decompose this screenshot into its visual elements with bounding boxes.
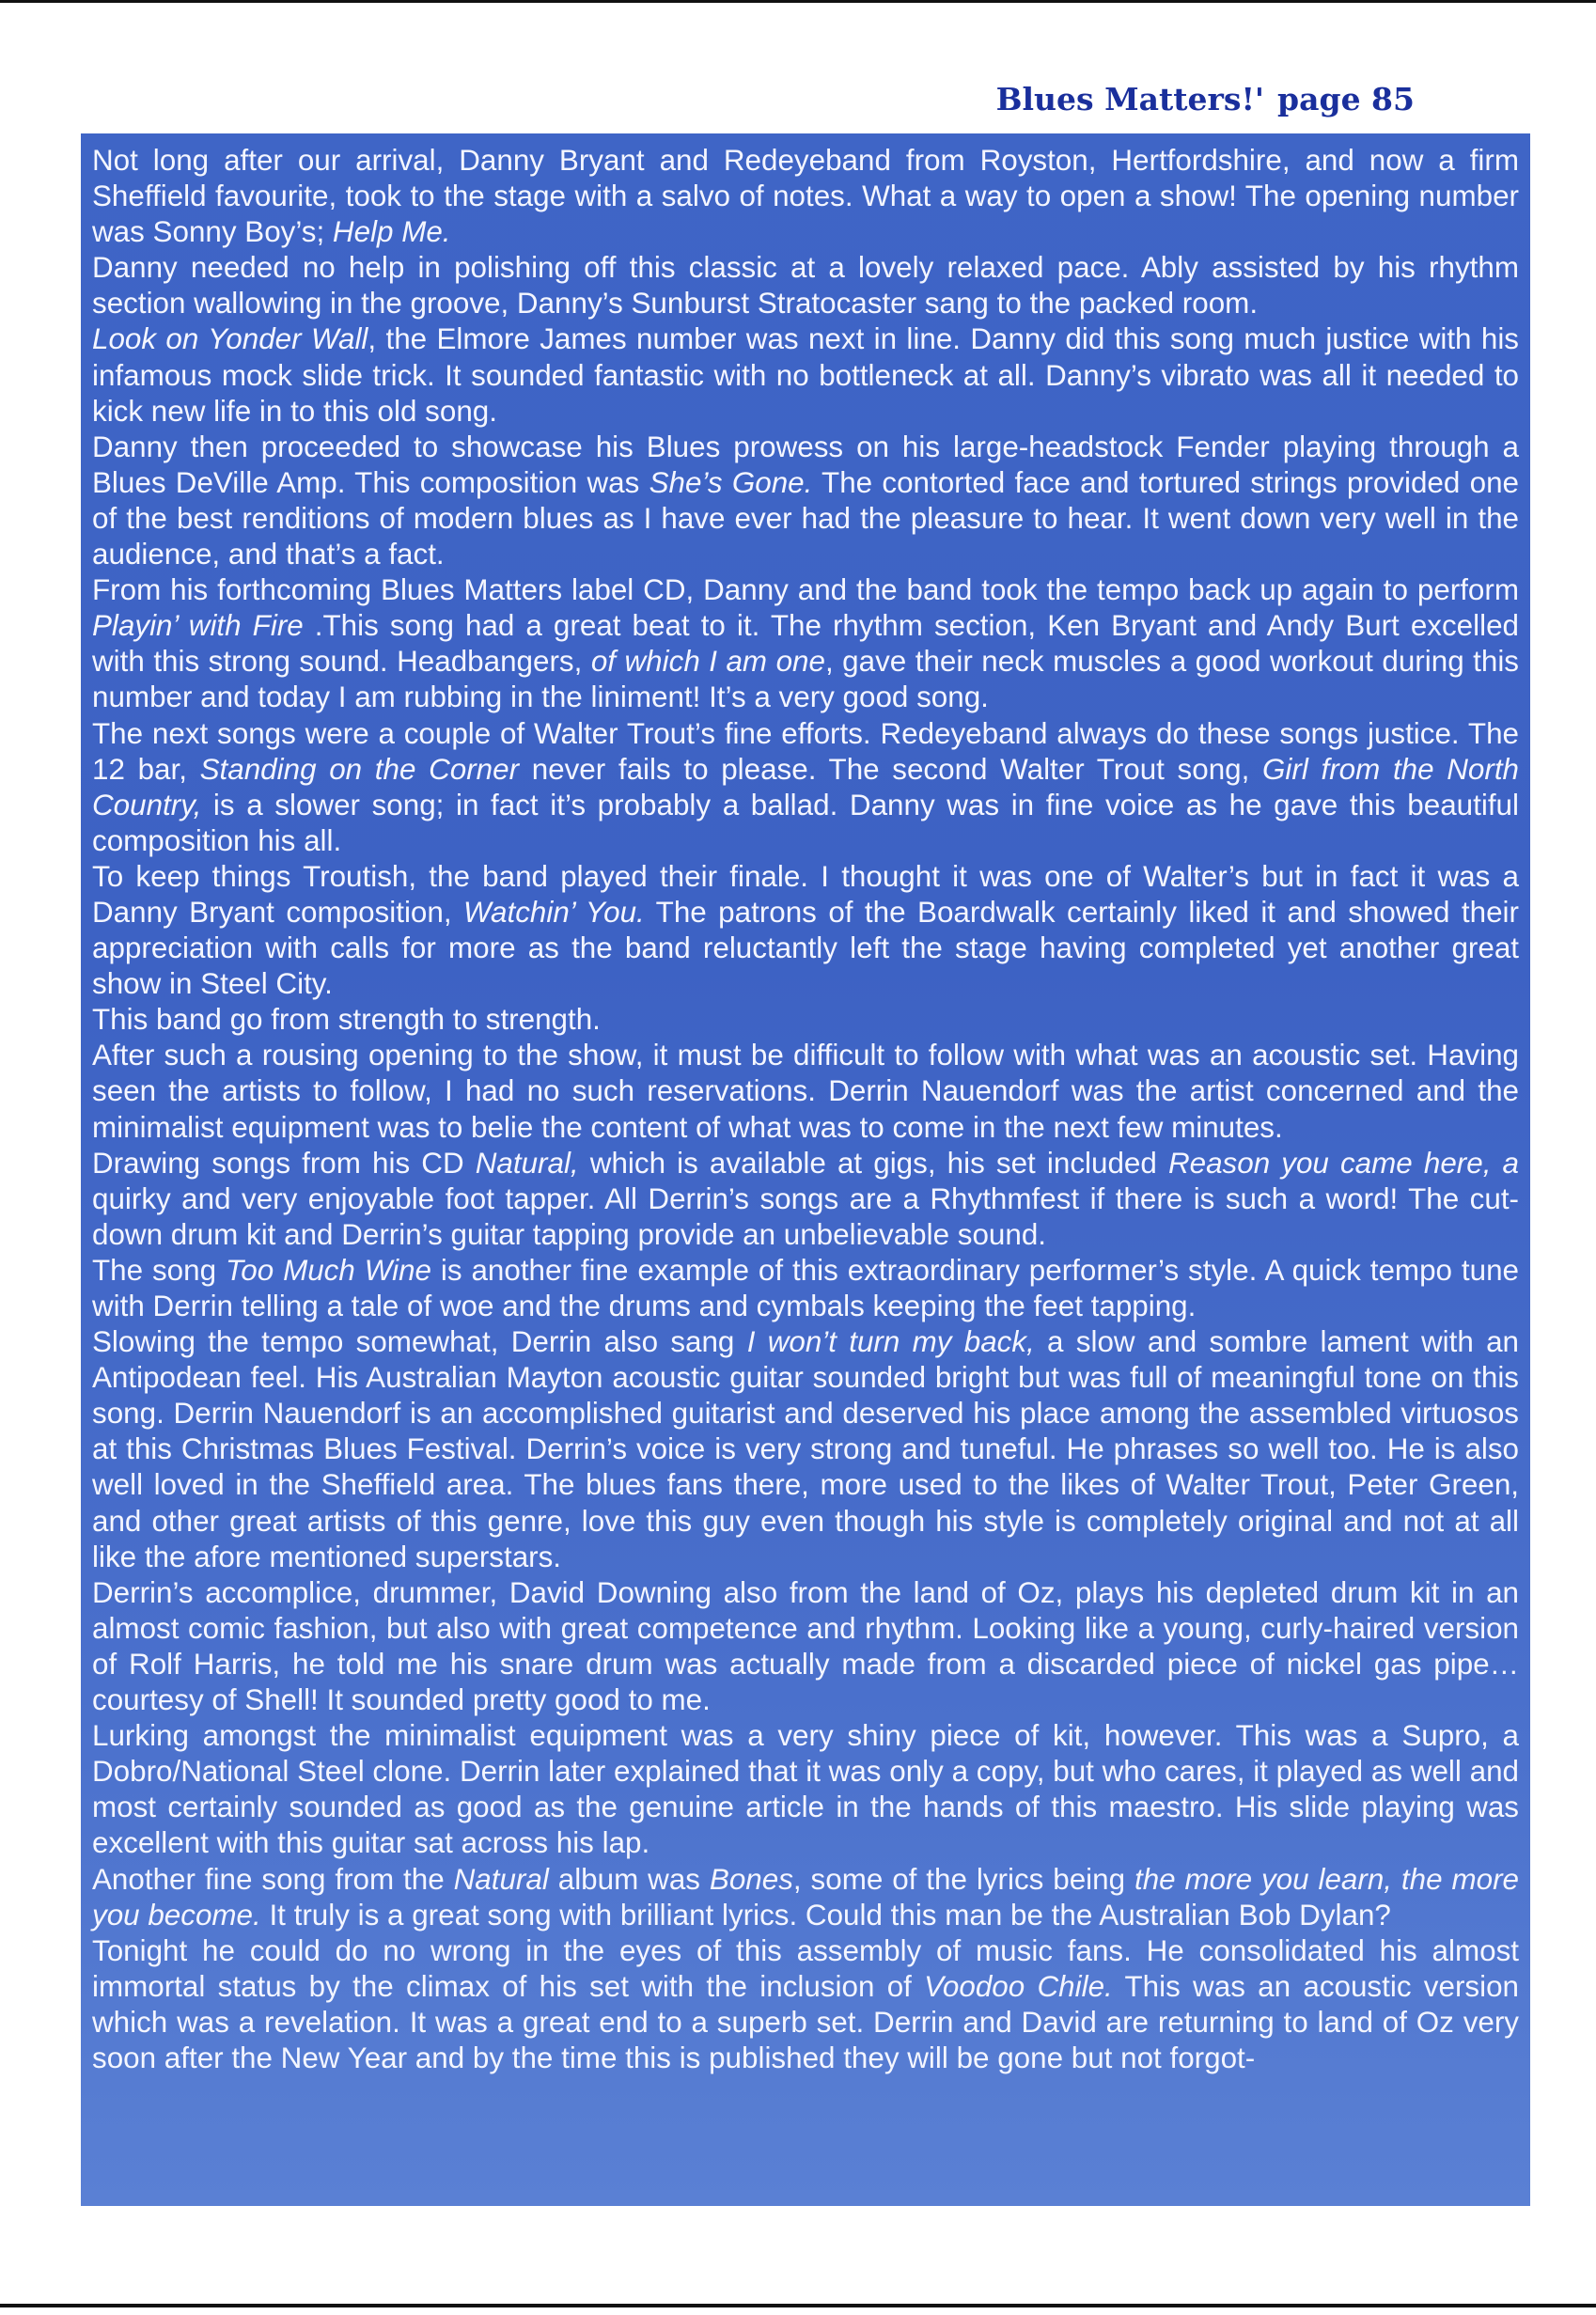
song-title-text: the more you learn, the more you become.	[92, 1862, 1519, 1932]
paragraph-text: Slowing the tempo somewhat, Derrin also sang	[92, 1325, 747, 1359]
article-paragraph	[92, 1324, 1519, 1575]
paragraph-text: Not long after our arrival, Danny Bryant and Redeyeband from Royston, Hertfordshire, and now a firm Sheffield favourite, took to the stage with a salvo of notes. What a way to open a show! The opening number was Sonny Boy’s;	[92, 144, 1519, 249]
article-paragraph	[92, 430, 1519, 572]
page-number: page 85	[1277, 81, 1415, 117]
paragraph-text: Drawing songs from his CD	[92, 1146, 476, 1180]
song-title-text: She’s Gone.	[649, 465, 813, 499]
article-paragraph	[92, 143, 1519, 250]
paragraph-text: .This song had a great beat to it. The rhythm section, Ken Bryant and Andy Burt excelled with this strong sound. Headbangers,	[92, 609, 1519, 679]
article-paragraph	[92, 572, 1519, 715]
magazine-title: Blues Matters!'	[995, 81, 1265, 117]
article-body	[92, 143, 1519, 2076]
article-paragraph	[92, 1575, 1519, 1718]
article-paragraph	[92, 321, 1519, 429]
song-title-text: Reason you came here, a	[1167, 1146, 1519, 1180]
song-title-text: Too Much Wine	[225, 1253, 431, 1287]
song-title-text: Voodoo Chile.	[924, 1969, 1113, 2003]
paragraph-text: , some of the lyrics being	[792, 1862, 1134, 1896]
paragraph-text: From his forthcoming Blues Matters label CD, Danny and the band took the tempo back up again to perform	[92, 573, 1519, 607]
bottom-border-line	[0, 2304, 1596, 2307]
paragraph-text: never fails to please. The second Walter Trout song,	[519, 752, 1263, 786]
song-title-text: Help Me.	[332, 215, 451, 249]
article-paragraph	[92, 859, 1519, 1002]
paragraph-text: The patrons of the Boardwalk certainly liked it and showed their appreciation with calls for more as the band reluctantly left the stage having completed yet another great show in Steel City.	[92, 895, 1519, 1001]
paragraph-text: a slow and sombre lament with an Antipodean feel. His Australian Mayton acoustic guitar sounded bright but was full of meaningful tone on this song. Derrin Nauendorf is an accomplished guitarist and deserved his place among the assembled virtuosos at this Christmas Blues Festival. Derrin’s voice is very strong and tuneful. He phrases so well too. He is also well loved in the Sheffield area. The blues fans there, more used to the likes of Walter Trout, Peter Green, and other great artists of this genre, love this guy even though his style is completely original and not at all like the afore mentioned superstars.	[92, 1325, 1519, 1573]
paragraph-text: Derrin’s accomplice, drummer, David Downing also from the land of Oz, plays his depleted drum kit in an almost comic fashion, but also with great competence and rhythm. Looking like a young, curly-haired version of Rolf Harris, he told me his snare drum was actually made from a discarded piece of nickel gas pipe…courtesy of Shell! It sounded pretty good to me.	[92, 1575, 1519, 1717]
article-paragraph	[92, 1718, 1519, 1861]
paragraph-text: Lurking amongst the minimalist equipment was a very shiny piece of kit, however. This was a Supro, a Dobro/National Steel clone. Derrin later explained that it was only a copy, but who cares, it played as well and most certainly sounded as good as the genuine article in the hands of this maestro. His slide playing was excellent with this guitar sat across his lap.	[92, 1719, 1519, 1860]
article-paragraph	[92, 250, 1519, 321]
paragraph-text: Danny needed no help in polishing off this classic at a lovely relaxed pace. Ably assisted by his rhythm section wallowing in the groove, Danny’s Sunburst Stratocaster sang to the packed room.	[92, 251, 1519, 321]
page-header	[996, 81, 1415, 117]
paragraph-text: After such a rousing opening to the show, it must be difficult to follow with what was an acoustic set. Having seen the artists to follow, I had no such reservations. Derrin Nauendorf was the artist concerned and the minimalist equipment was to belie the content of what was to come in the next few minutes.	[92, 1039, 1519, 1144]
paragraph-text: The song	[92, 1253, 226, 1287]
song-title-text: Natural	[453, 1862, 549, 1896]
song-title-text: of which I am one	[590, 645, 825, 679]
paragraph-text: To keep things Troutish, the band played their finale. I thought it was one of Walter’s but in fact it was a Danny Bryant composition,	[92, 859, 1519, 929]
paragraph-text: quirky and very enjoyable foot tapper. All Derrin’s songs are a Rhythmfest if there is such a word! The cut-down drum kit and Derrin’s guitar tapping provide an unbelievable sound.	[92, 1181, 1519, 1251]
paragraph-text: Tonight he could do no wrong in the eyes of this assembly of music fans. He consolidated his almost immortal status by the climax of his set with the inclusion of	[92, 1933, 1519, 2003]
article-paragraph	[92, 1038, 1519, 1145]
article-panel	[81, 133, 1530, 2206]
paragraph-text: It truly is a great song with brilliant lyrics. Could this man be the Australian Bob Dylan?	[260, 1898, 1391, 1932]
song-title-text: Bones	[709, 1862, 793, 1896]
paragraph-text: , the Elmore James number was next in line. Danny did this song much justice with his infamous mock slide trick. It sounded fantastic with no bottleneck at all. Danny’s vibrato was all it needed to kick new life in to this old song.	[92, 322, 1519, 428]
paragraph-text: This was an acoustic version which was a revelation. It was a great end to a superb set. Derrin and David are returning to land of Oz very soon after the New Year and by the time this is published they will be gone but not forgot-	[92, 1969, 1519, 2074]
paragraph-text: Another fine song from the	[92, 1862, 454, 1896]
paragraph-text: is another fine example of this extraordinary performer’s style. A quick tempo tune with Derrin telling a tale of woe and the drums and cymbals keeping the feet tapping.	[92, 1253, 1519, 1322]
paragraph-text: This band go from strength to strength.	[92, 1003, 601, 1037]
article-paragraph	[92, 1862, 1519, 1933]
song-title-text: Playin’ with Fire	[92, 609, 304, 643]
paragraph-text: The next songs were a couple of Walter Trout’s fine efforts. Redeyeband always do these songs justice. The 12 bar,	[92, 716, 1519, 786]
article-paragraph	[92, 1933, 1519, 2076]
article-paragraph	[92, 1146, 1519, 1253]
song-title-text: Watchin’ You.	[463, 895, 645, 929]
song-title-text: Girl from the North Country,	[92, 752, 1520, 821]
paragraph-text: which is available at gigs, his set included	[578, 1146, 1168, 1180]
paragraph-text: album was	[548, 1862, 710, 1896]
top-border-line	[0, 0, 1596, 3]
song-title-text: Natural,	[475, 1146, 579, 1180]
song-title-text: I won’t turn my back,	[746, 1325, 1035, 1359]
paragraph-text: Danny then proceeded to showcase his Blues prowess on his large-headstock Fender playing through a Blues DeVille Amp. This composition was	[92, 430, 1519, 499]
paragraph-text: is a slower song; in fact it’s probably a ballad. Danny was in fine voice as he gave this beautiful composition his all.	[92, 788, 1519, 857]
song-title-text: Look on Yonder Wall	[92, 322, 368, 356]
article-paragraph	[92, 1253, 1519, 1324]
paragraph-text: , gave their neck muscles a good workout during this number and today I am rubbing in the liniment! It’s a very good song.	[92, 645, 1519, 714]
paragraph-text: The contorted face and tortured strings provided one of the best renditions of modern blues as I have ever had the pleasure to hear. It went down very well in the audience, and that’s a fact.	[92, 465, 1519, 571]
song-title-text: Standing on the Corner	[199, 752, 520, 786]
article-paragraph	[92, 1002, 1519, 1038]
article-paragraph	[92, 716, 1519, 859]
